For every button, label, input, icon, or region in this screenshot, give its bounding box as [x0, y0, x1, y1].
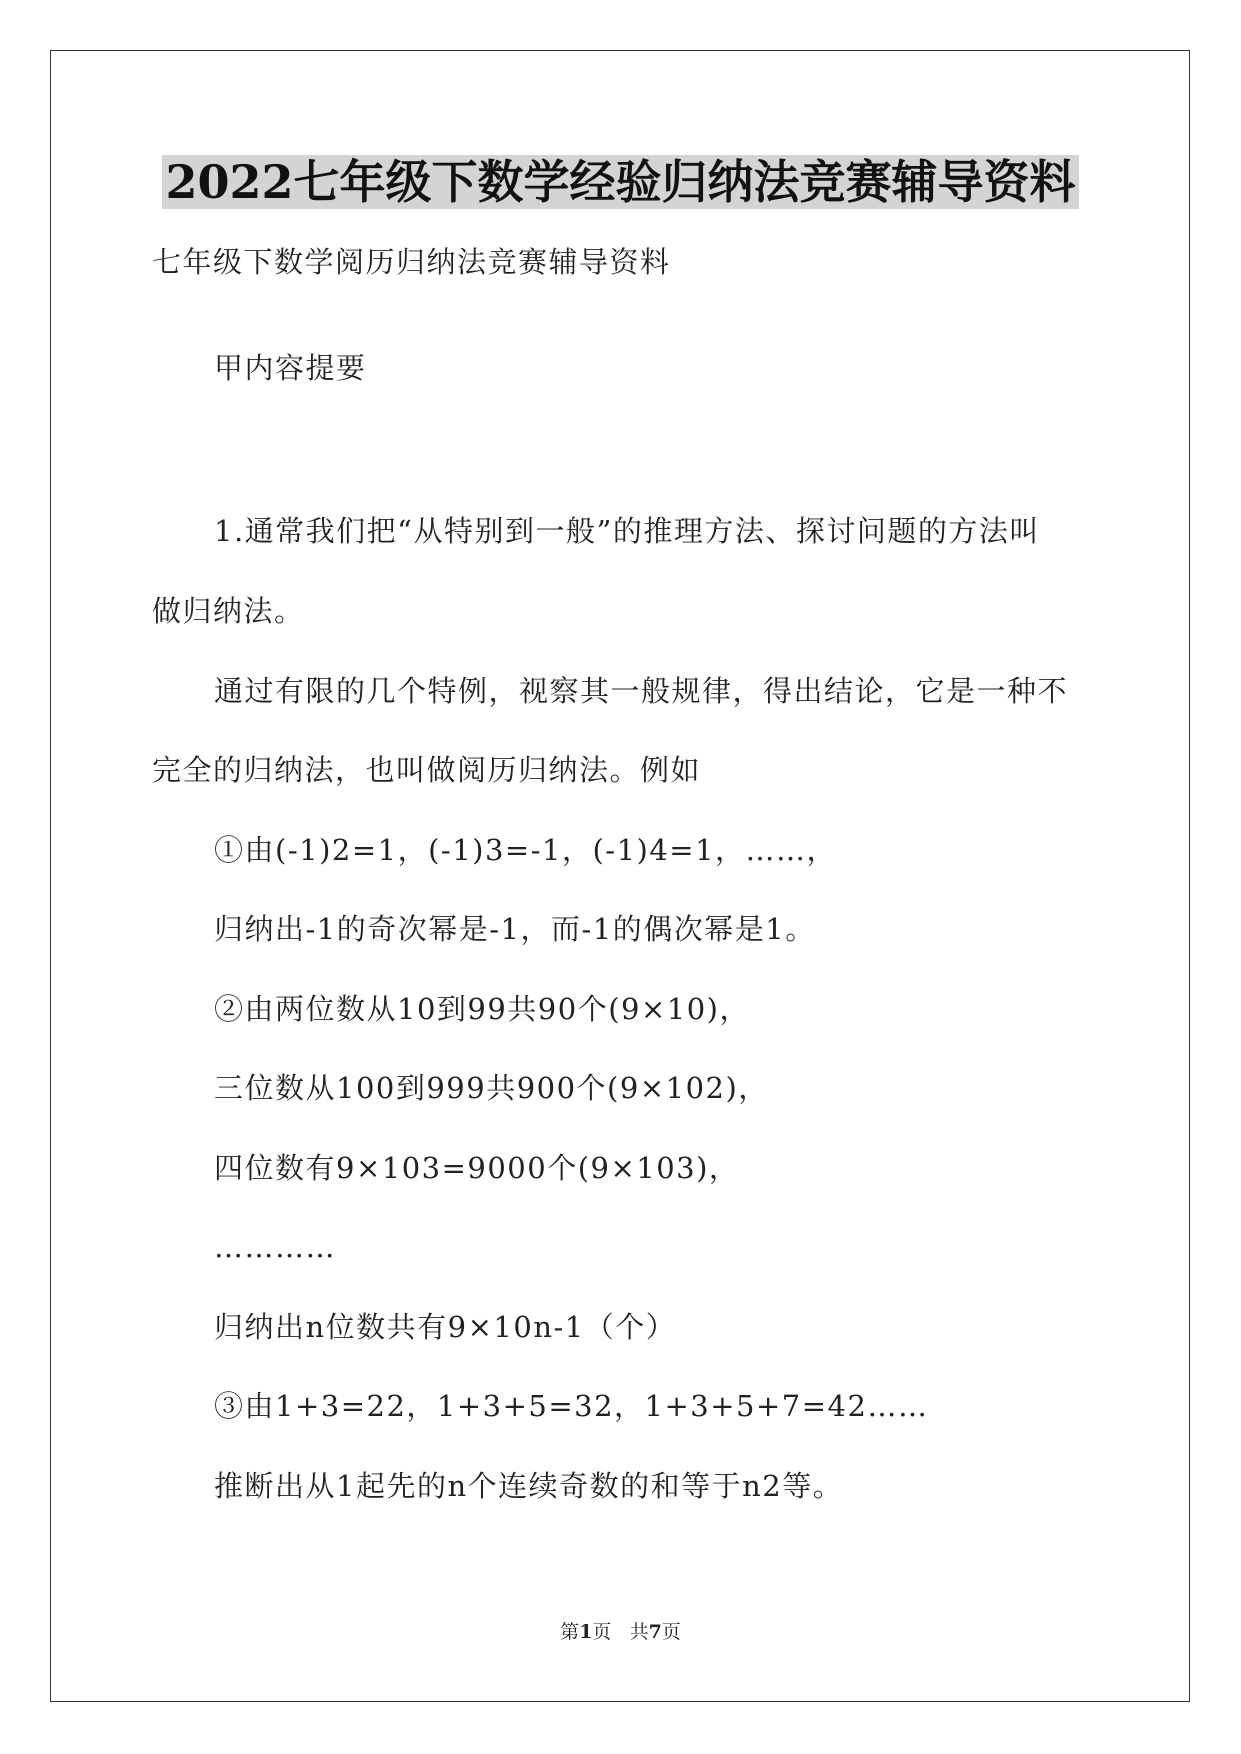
footer-total-suffix: 页: [661, 1621, 681, 1643]
body-line: 七年级下数学阅历归纳法竞赛辅导资料: [152, 245, 671, 279]
body-line: 完全的归纳法，也叫做阅历归纳法。例如: [152, 753, 702, 787]
example-line: ③由1+3=22，1+3+5=32，1+3+5+7=42……: [214, 1389, 929, 1423]
body-line: 1.通常我们把“从特别到一般”的推理方法、探讨问题的方法叫: [214, 514, 1040, 548]
page-footer: [0, 1619, 1241, 1645]
body-line: 归纳出-1的奇次幂是-1，而-1的偶次幂是1。: [214, 912, 816, 946]
example-line: ②由两位数从10到99共90个(9×10)，: [214, 992, 750, 1026]
footer-total-number: 7: [648, 1621, 662, 1643]
section-heading: 甲内容提要: [214, 351, 367, 385]
body-line: 三位数从100到999共900个(9×102)，: [214, 1071, 769, 1105]
footer-page-prefix: 第: [560, 1621, 580, 1643]
page-border: [50, 50, 1190, 1702]
document-title: 2022七年级下数学经验归纳法竞赛辅导资料: [0, 152, 1241, 212]
footer-page-number: 1: [579, 1621, 593, 1643]
footer-page-suffix: 页: [592, 1621, 612, 1643]
body-line: 通过有限的几个特例，视察其一般规律，得出结论，它是一种不: [214, 674, 1069, 708]
example-line: ①由(-1)2=1，(-1)3=-1，(-1)4=1，……，: [214, 833, 838, 867]
ellipsis-line: …………: [214, 1230, 336, 1264]
body-line: 四位数有9×103=9000个(9×103)，: [214, 1151, 740, 1185]
body-line: 归纳出n位数共有9×10n-1（个）: [214, 1310, 677, 1344]
footer-total-prefix: 共: [629, 1621, 649, 1643]
body-line: 做归纳法。: [152, 594, 305, 628]
body-line: 推断出从1起先的n个连续奇数的和等于n2等。: [214, 1469, 844, 1503]
